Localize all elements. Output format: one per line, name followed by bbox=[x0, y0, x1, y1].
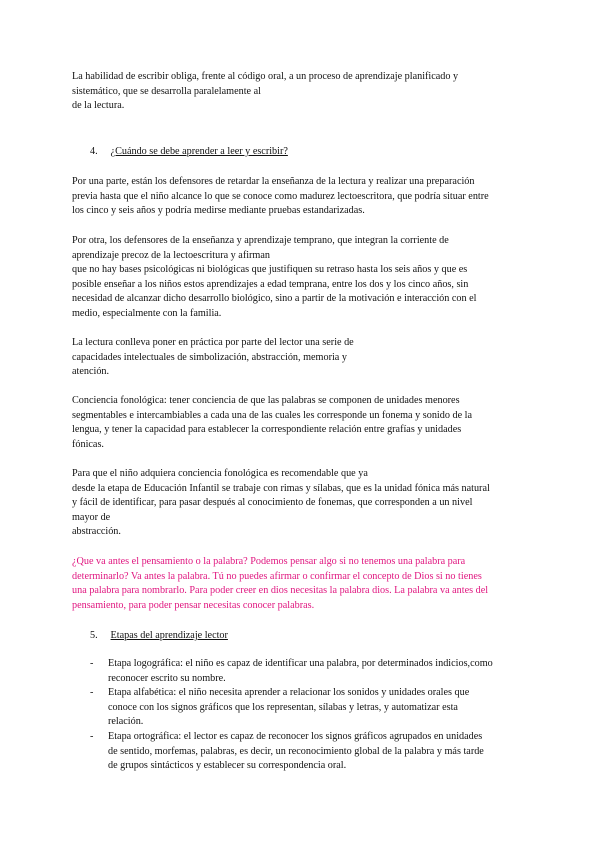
bullet: - bbox=[90, 658, 94, 669]
text-line: Etapa ortográfica: el lector es capaz de reconocer los signos gráficos agrupados en unidades bbox=[108, 730, 483, 742]
text-line: Por otra, los defensores de la enseñanza y aprendizaje temprano, que integran la corriente de bbox=[72, 235, 449, 246]
bullet: - bbox=[90, 687, 94, 699]
text-line: Conciencia fonológica: tener conciencia de que las palabras se componen de unidades menores bbox=[72, 395, 460, 406]
paragraph-late-reading bbox=[72, 175, 532, 219]
text-line: aprendizaje precoz de la lectoescritura y afirman bbox=[72, 249, 270, 261]
stages-list bbox=[90, 657, 540, 774]
text-line: conoce con los signos gráficos que los representan, sílabas y letras, y automatizar esta bbox=[108, 701, 458, 713]
text-line: mayor de bbox=[72, 511, 111, 523]
text-line: sistemático, que se desarrolla paralelamente al bbox=[72, 85, 261, 97]
text-line: Etapa logográfica: el niño es capaz de identificar una palabra, por determinados indicios,como bbox=[108, 658, 493, 669]
text-line: Para que el niño adquiera conciencia fonológica es recomendable que ya bbox=[72, 468, 368, 479]
text-line: de sentido, morfemas, palabras, es decir, un reconocimiento global de la palabra y más tarde bbox=[108, 745, 484, 757]
text-line: posible enseñar a los niños estos aprendizajes a edad temprana, entre los dos y los cinco años, sin bbox=[72, 278, 469, 290]
text-line: pensamiento, para poder pensar necesitas conocer palabras. bbox=[72, 599, 315, 611]
list-item bbox=[90, 730, 540, 774]
bullet: - bbox=[90, 730, 94, 742]
text-line: los cinco y seis años y podría medirse mediante pruebas estandarizadas. bbox=[72, 205, 365, 217]
text-line: La habilidad de escribir obliga, frente al código oral, a un proceso de aprendizaje planificado y bbox=[72, 71, 459, 82]
section-4-heading bbox=[90, 145, 288, 160]
list-item bbox=[90, 657, 540, 686]
text-line: determinarlo? Va antes la palabra. Tú no puedes afirmar o confirmar el concepto de Dios si no tienes bbox=[72, 570, 482, 582]
text-line: segmentables e intercambiables a cada una de las cuales les corresponde un fonema y sonido de la bbox=[72, 409, 472, 421]
text-line: de grupos sintácticos y establecer su correspondencia oral. bbox=[108, 760, 347, 772]
text-line: capacidades intelectuales de simbolización, abstracción, memoria y bbox=[72, 351, 347, 363]
section-title: ¿Cuándo se debe aprender a leer y escribir? bbox=[110, 146, 288, 157]
text-line: y fácil de identificar, para pasar después al conocimiento de fonemas, que corresponden a un nivel bbox=[72, 497, 473, 509]
text-line: fónicas. bbox=[72, 438, 104, 450]
text-line: Etapa alfabética: el niño necesita aprender a relacionar los sonidos y unidades orales que bbox=[108, 687, 470, 699]
text-line: La lectura conlleva poner en práctica por parte del lector una serie de bbox=[72, 337, 354, 348]
text-line: que no hay bases psicológicas ni biológicas que justifiquen su retraso hasta los seis años y que es bbox=[72, 264, 468, 276]
text-line: reconocer escrito su nombre. bbox=[108, 672, 226, 684]
paragraph-phonological-awareness bbox=[72, 394, 532, 452]
text-line: desde la etapa de Educación Infantil se trabaje con rimas y sílabas, que es la unidad fónica más natural bbox=[72, 482, 490, 494]
intro-paragraph bbox=[72, 70, 532, 114]
text-line: una palabra para nombrarlo. Para poder creer en dios necesitas la palabra dios. La palabra va antes del bbox=[72, 585, 489, 597]
paragraph-phonological-training bbox=[72, 467, 532, 540]
paragraph-thought-vs-word bbox=[72, 555, 532, 613]
text-line: abstracción. bbox=[72, 526, 121, 538]
text-line: Por una parte, están los defensores de retardar la enseñanza de la lectura y realizar una preparación bbox=[72, 176, 475, 187]
section-title: Etapas del aprendizaje lector bbox=[110, 630, 228, 641]
text-line: atención. bbox=[72, 366, 110, 378]
list-item bbox=[90, 686, 540, 730]
text-line: previa hasta que el niño alcance lo que se conoce como madurez lectoescritora, que podría situar entre bbox=[72, 190, 489, 202]
text-line: lengua, y tener la capacidad para establecer la correspondiente relación entre grafías y unidades bbox=[72, 424, 462, 436]
text-line: relación. bbox=[108, 716, 144, 728]
section-number: 5. bbox=[90, 630, 98, 641]
section-number: 4. bbox=[90, 146, 98, 157]
text-line: medio, especialmente con la familia. bbox=[72, 307, 222, 319]
paragraph-reading-capacities bbox=[72, 336, 532, 380]
text-line: de la lectura. bbox=[72, 100, 125, 112]
text-line: ¿Que va antes el pensamiento o la palabra? Podemos pensar algo si no tenemos una palabra para bbox=[72, 556, 466, 567]
text-line: necesidad de alcanzar dicho desarrollo biológico, sino a partir de la motivación e interacción con el bbox=[72, 293, 477, 305]
section-5-heading bbox=[90, 629, 228, 644]
paragraph-early-reading bbox=[72, 234, 532, 322]
